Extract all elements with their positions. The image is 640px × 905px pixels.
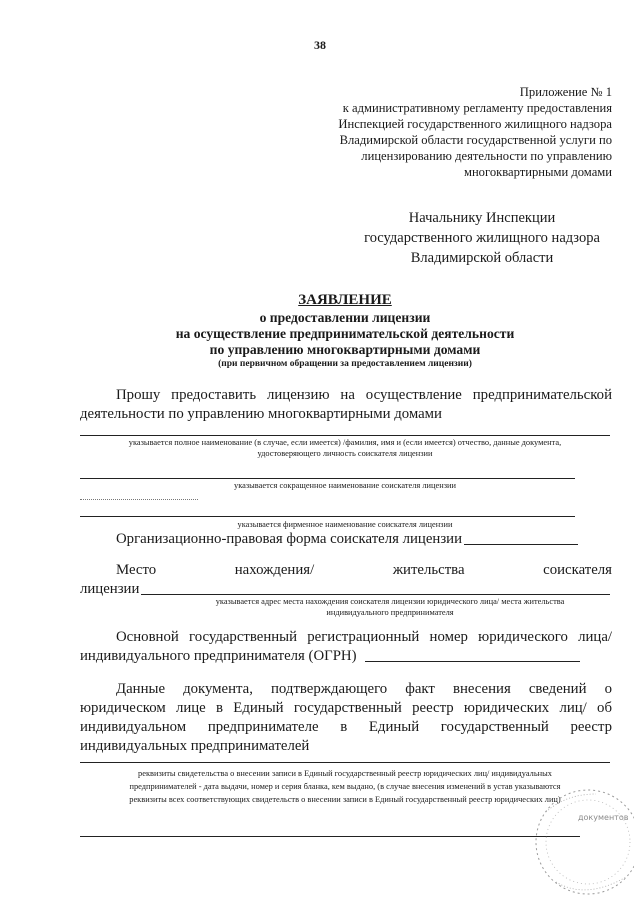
registry-line: юридическом лице в Единый государственный реестр юридических лиц/ об	[80, 700, 612, 716]
request-line: Прошу предоставить лицензию на осуществление предпринимательской	[116, 387, 612, 403]
request-paragraph	[80, 386, 612, 424]
addressee-line: Начальнику Инспекции	[408, 210, 556, 226]
registry-block	[80, 680, 612, 756]
document-title	[120, 290, 570, 370]
org-form-row	[80, 530, 578, 549]
addressee-line: государственного жилищного надзора	[364, 230, 600, 246]
registry-line: индивидуальных предпринимателей	[80, 738, 310, 754]
title-line: на осуществление предпринимательской деятельности	[175, 326, 515, 341]
brand-name-field[interactable]	[80, 516, 575, 517]
full-name-hint: указывается полное наименование (в случае, если имеется) /фамилия, имя и (если имеется) отчество, данные документа, удостоверяющего личность соискателя лицензии	[128, 438, 562, 458]
registry-field[interactable]	[80, 762, 610, 763]
appendix-block	[282, 84, 612, 180]
short-name-hint: указывается сокращенное наименование соискателя лицензии	[234, 481, 456, 490]
registry-line: Данные документа, подтверждающего факт внесения сведений о	[116, 681, 612, 697]
divider	[80, 499, 198, 500]
addressee-line: Владимирской области	[410, 250, 554, 266]
org-form-label: Организационно-правовая форма соискателя лицензии	[116, 531, 463, 547]
appendix-line: к административному регламенту предоставления	[342, 101, 612, 115]
ogrn-field[interactable]	[365, 661, 580, 662]
stamp-seal-icon	[526, 782, 634, 900]
registry-hint: реквизиты свидетельства о внесении записи в Единый государственный реестр юридических лиц/ индивидуальных предпринимателей - дата выдачи, номер и серия бланка, кем выдано, (в случае внесения изменений в устав указываются реквизиты всех соответствующих свидетельств о внесении записи в Единый государственный реестр юридических лиц)	[129, 769, 561, 804]
full-name-field[interactable]	[80, 435, 610, 436]
appendix-line: Инспекцией государственного жилищного надзора	[338, 117, 612, 131]
location-field-row: лицензии	[80, 580, 610, 599]
title-note: (при первичном обращении за предоставлением лицензии)	[218, 359, 472, 369]
ogrn-line: Основной государственный регистрационный номер юридического лица/	[116, 629, 612, 645]
appendix-line: Владимирской области государственной услуги по	[339, 133, 612, 147]
addressee-block	[362, 208, 602, 268]
registry-line: индивидуальном предпринимателе в Единый государственный реестр	[80, 719, 612, 735]
appendix-line: лицензированию деятельности по управлению	[361, 149, 612, 163]
appendix-line: Приложение № 1	[519, 85, 612, 99]
brand-name-hint: указывается фирменное наименование соискателя лицензии	[237, 520, 453, 529]
page-number: 38	[314, 38, 326, 52]
title-line: о предоставлении лицензии	[259, 310, 431, 325]
stamp-text: документов	[578, 813, 629, 822]
address-hint: указывается адрес места нахождения соискателя лицензии юридического лица/ места жительства индивидуального предпринимателя	[215, 597, 565, 617]
org-form-field[interactable]	[464, 544, 578, 545]
short-name-field[interactable]	[80, 478, 575, 479]
extra-field[interactable]	[80, 836, 580, 837]
location-block	[80, 561, 612, 599]
ogrn-row: индивидуального предпринимателя (ОГРН)	[80, 647, 580, 666]
title-line: по управлению многоквартирными домами	[209, 342, 481, 357]
request-line: деятельности по управлению многоквартирными домами	[80, 406, 442, 422]
official-stamp	[526, 782, 634, 900]
title-main: ЗАЯВЛЕНИЕ	[298, 292, 392, 308]
location-field[interactable]	[141, 594, 610, 595]
ogrn-block	[80, 628, 612, 666]
appendix-line: многоквартирными домами	[463, 165, 612, 179]
location-row: Место нахождения/ жительства соискателя	[116, 562, 612, 578]
